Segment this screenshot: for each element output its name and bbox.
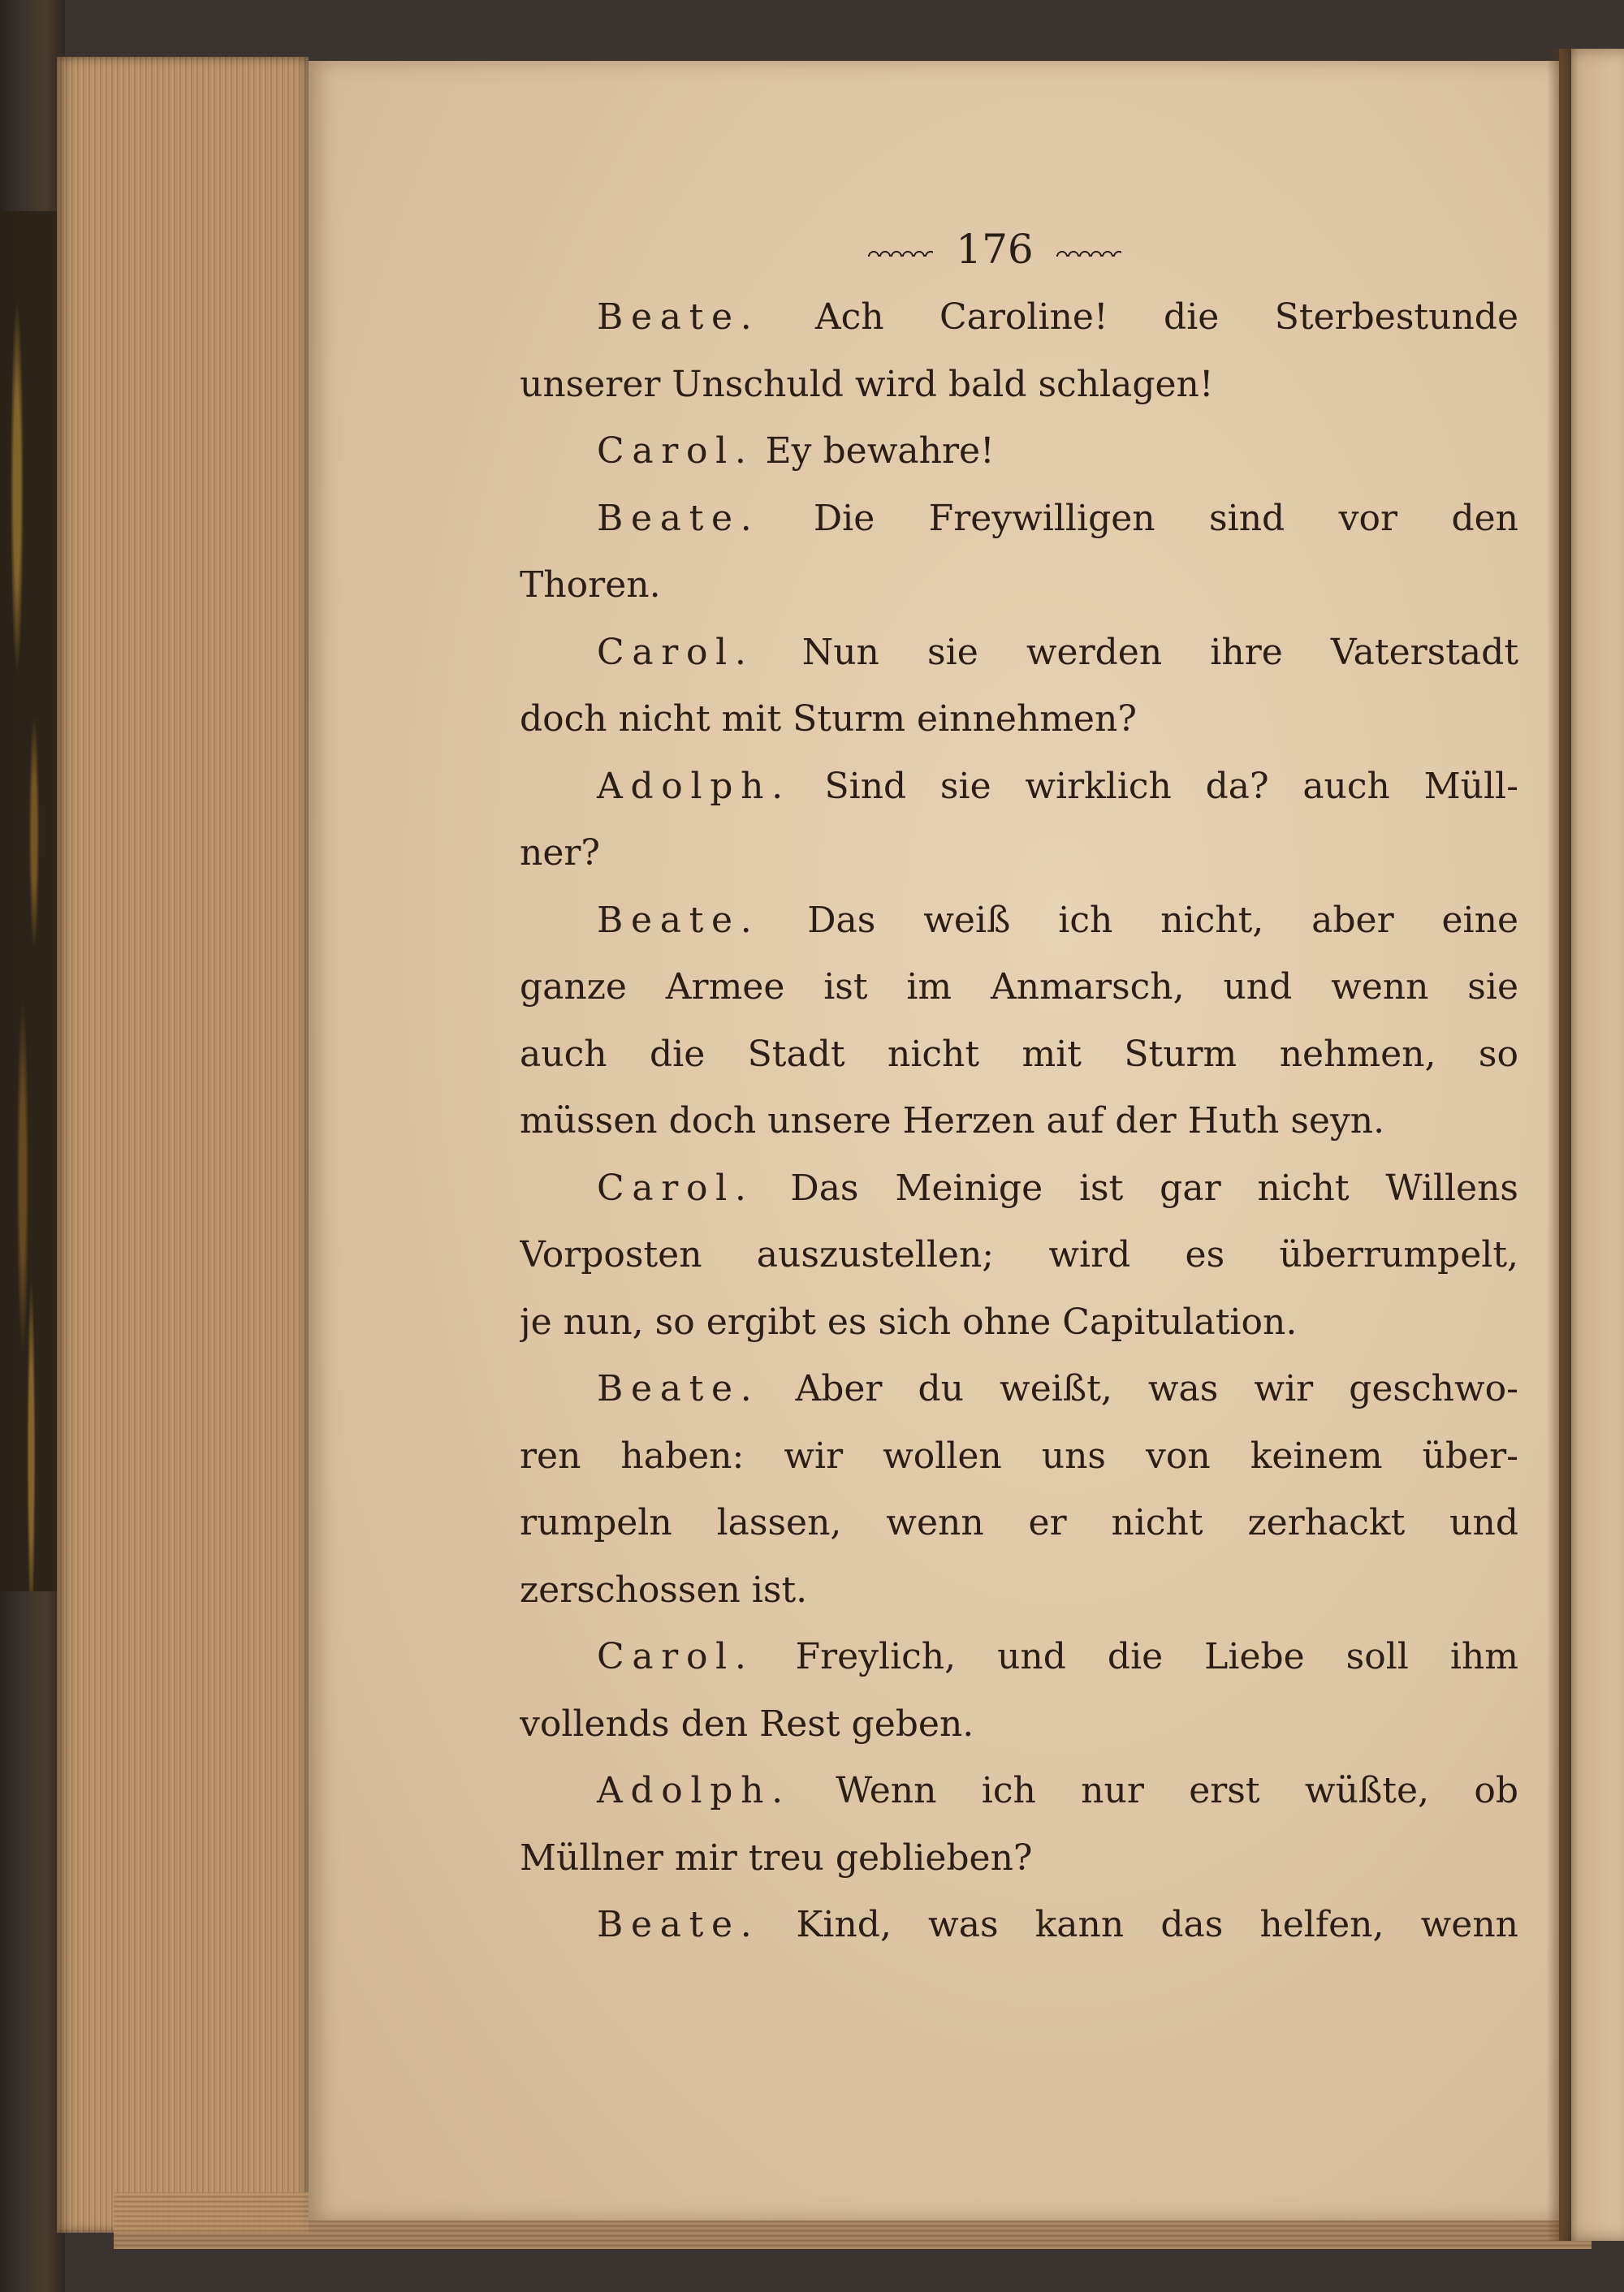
line-text: ner? [520, 832, 600, 874]
text-line [520, 820, 1518, 887]
text-line [520, 954, 1518, 1021]
line-text: Aber du weißt, was wir geschwo- [759, 1368, 1518, 1409]
text-line [520, 1088, 1518, 1155]
line-text: je nun, so ergibt es sich ohne Capitulation. [520, 1301, 1298, 1343]
text-line [520, 1825, 1518, 1893]
page-text [520, 284, 1518, 1959]
page-edges-stack [57, 57, 309, 2233]
line-text: Freylich, und die Liebe soll ihm [754, 1636, 1518, 1677]
speaker-name: Carol. [597, 1636, 754, 1677]
text-line [520, 1222, 1518, 1289]
speaker-name: Beate. [597, 1368, 760, 1409]
speaker-name: Adolph. [597, 765, 791, 807]
line-text: ganze Armee ist im Anmarsch, und wenn sie [520, 966, 1518, 1008]
speaker-name: Carol. [597, 430, 754, 472]
speaker-name: Beate. [597, 497, 760, 539]
speaker-name: Beate. [597, 296, 760, 338]
page-number: 176 [956, 226, 1034, 273]
line-text: rumpeln lassen, wenn er nicht zerhackt und [520, 1502, 1518, 1543]
text-line [520, 1892, 1518, 1959]
speaker-name: Carol. [597, 631, 754, 673]
page-header [812, 221, 1177, 278]
line-text: unserer Unschuld wird bald schlagen! [520, 363, 1214, 405]
speaker-name: Adolph. [597, 1770, 791, 1811]
line-text: Müllner mir treu geblieben? [520, 1837, 1033, 1879]
speaker-name: Carol. [597, 1167, 754, 1209]
text-line [520, 486, 1518, 553]
line-text: Kind, was kann das helfen, wenn [759, 1904, 1518, 1945]
line-text: doch nicht mit Sturm einnehmen? [520, 698, 1137, 740]
line-text: Das Meinige ist gar nicht Willens [754, 1167, 1518, 1209]
text-line [520, 1758, 1518, 1825]
text-line [520, 284, 1518, 352]
text-line [520, 352, 1518, 419]
text-line [520, 552, 1518, 619]
text-line [520, 1557, 1518, 1625]
text-line [520, 753, 1518, 821]
line-text: Vorposten auszustellen; wird es überrumpelt, [520, 1234, 1518, 1275]
text-line [520, 418, 1518, 486]
line-text: Thoren. [520, 564, 661, 606]
text-line [520, 887, 1518, 955]
line-text: müssen doch unsere Herzen auf der Huth seyn. [520, 1100, 1385, 1142]
line-text: Sind sie wirklich da? auch Müll- [790, 765, 1518, 807]
line-text: Wenn ich nur erst wüßte, ob [790, 1770, 1518, 1811]
line-text: Nun sie werden ihre Vaterstadt [754, 631, 1518, 673]
speaker-name: Beate. [597, 1904, 760, 1945]
text-line [520, 1490, 1518, 1557]
line-text: ren haben: wir wollen uns von keinem über- [520, 1435, 1518, 1477]
line-text: auch die Stadt nicht mit Sturm nehmen, so [520, 1033, 1518, 1075]
text-line [520, 1155, 1518, 1223]
text-line [520, 1691, 1518, 1759]
page-gutter-shadow [1547, 49, 1571, 2241]
text-line [520, 686, 1518, 753]
text-line [520, 1624, 1518, 1691]
text-line [520, 619, 1518, 687]
speaker-name: Beate. [597, 899, 760, 941]
text-line [520, 1423, 1518, 1491]
line-text: Ach Caroline! die Sterbestunde [759, 296, 1518, 338]
line-text: zerschossen ist. [520, 1569, 808, 1611]
text-line [520, 1356, 1518, 1423]
text-line [520, 1021, 1518, 1089]
ornament-wave-left [868, 242, 933, 257]
line-text: Das weiß ich nicht, aber eine [759, 899, 1518, 941]
line-text: Ey bewahre! [754, 430, 995, 472]
line-text: vollends den Rest geben. [520, 1703, 974, 1745]
line-text: Die Freywilligen sind vor den [759, 497, 1518, 539]
ornament-wave-right [1056, 242, 1121, 257]
marbled-cover-edge [0, 211, 57, 1591]
text-line [520, 1289, 1518, 1357]
